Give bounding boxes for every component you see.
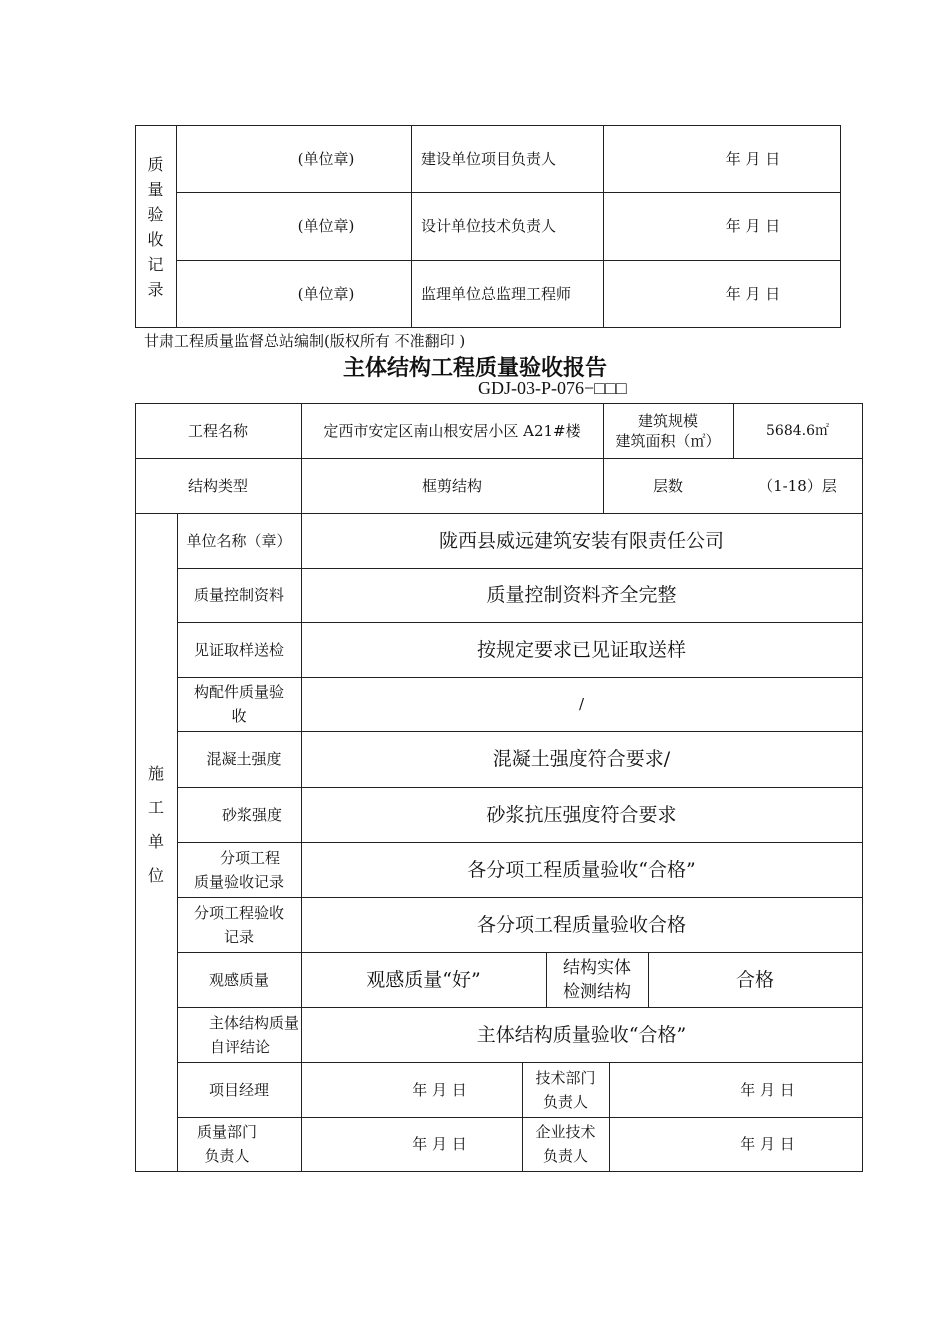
report-title: 主体结构工程质量验收报告: [342, 356, 607, 381]
unit-name-label: 单位名称（章）: [186, 531, 292, 550]
project-name-value: 定西市安定区南山根安居小区 A21#楼: [323, 421, 581, 440]
structure-type-value: 框剪结构: [421, 476, 482, 495]
seal-3: (单位章): [297, 284, 355, 303]
entity-test-value: 合格: [735, 968, 774, 991]
witness-sampling-label: 见证取样送检: [193, 640, 284, 659]
date-3: 年 月 日: [725, 284, 781, 303]
side-label-construction-unit: 施 工 单 位: [147, 764, 164, 885]
witness-sampling-value: 按规定要求已见证取送样: [476, 638, 686, 661]
self-eval-label: 主体结构质量 自评结论: [208, 1013, 299, 1056]
subitem-acceptance-value: 各分项工程质量验收合格: [476, 913, 686, 936]
project-name-label: 工程名称: [187, 421, 248, 440]
component-quality-label: 构配件质量验 收: [193, 683, 284, 725]
seal-1: (单位章): [297, 149, 355, 168]
unit-name-value: 陇西县威远建筑安装有限责任公司: [438, 529, 724, 552]
side-label-quality-record: 质 量 验 收 记 录: [147, 155, 164, 299]
self-eval-value: 主体结构质量验收“合格”: [476, 1023, 687, 1046]
concrete-strength-label: 混凝土强度: [206, 750, 282, 768]
floors-value: （1-18）层: [758, 476, 837, 495]
report-code: GDJ-03-P-076−□□□: [478, 378, 627, 398]
enterprise-tech-label: 企业技术 负责人: [535, 1123, 596, 1165]
project-manager-date: 年 月 日: [412, 1080, 467, 1099]
subitem-record-label: 分项工程 质量验收记录: [193, 848, 284, 891]
enterprise-tech-date: 年 月 日: [740, 1135, 795, 1153]
date-2: 年 月 日: [725, 217, 781, 235]
building-scale-value: 5684.6㎡: [766, 422, 829, 439]
quality-control-label: 质量控制资料: [193, 586, 284, 604]
project-manager-label: 项目经理: [208, 1080, 269, 1099]
mortar-strength-value: 砂浆抗压强度符合要求: [486, 803, 677, 826]
structure-type-label: 结构类型: [187, 476, 248, 495]
quality-control-value: 质量控制资料齐全完整: [486, 584, 677, 606]
building-scale-label: 建筑规模 建筑面积（㎡）: [615, 411, 721, 450]
component-quality-value: /: [578, 695, 585, 713]
tech-dept-date: 年 月 日: [740, 1080, 795, 1099]
role-1: 建设单位项目负责人: [421, 149, 557, 168]
subitem-acceptance-label: 分项工程验收 记录: [193, 903, 284, 946]
entity-test-label: 结构实体 检测结构: [563, 957, 631, 1002]
qa-dept-label: 质量部门 负责人: [196, 1123, 257, 1165]
perception-value: 观感质量“好”: [366, 968, 481, 991]
perception-label: 观感质量: [208, 970, 269, 989]
concrete-strength-value: 混凝土强度符合要求/: [492, 748, 671, 770]
qa-dept-date: 年 月 日: [412, 1135, 467, 1153]
role-3: 监理单位总监理工程师: [421, 284, 572, 303]
footer-note: 甘肃工程质量监督总站编制(版权所有 不准翻印 ): [144, 332, 466, 350]
mortar-strength-label: 砂浆强度: [221, 805, 282, 824]
subitem-record-value: 各分项工程质量验收“合格”: [467, 858, 696, 881]
floors-label: 层数: [652, 476, 683, 495]
date-1: 年 月 日: [725, 149, 781, 168]
seal-2: (单位章): [297, 217, 355, 235]
tech-dept-label: 技术部门 负责人: [535, 1068, 596, 1111]
role-2: 设计单位技术负责人: [421, 217, 557, 235]
